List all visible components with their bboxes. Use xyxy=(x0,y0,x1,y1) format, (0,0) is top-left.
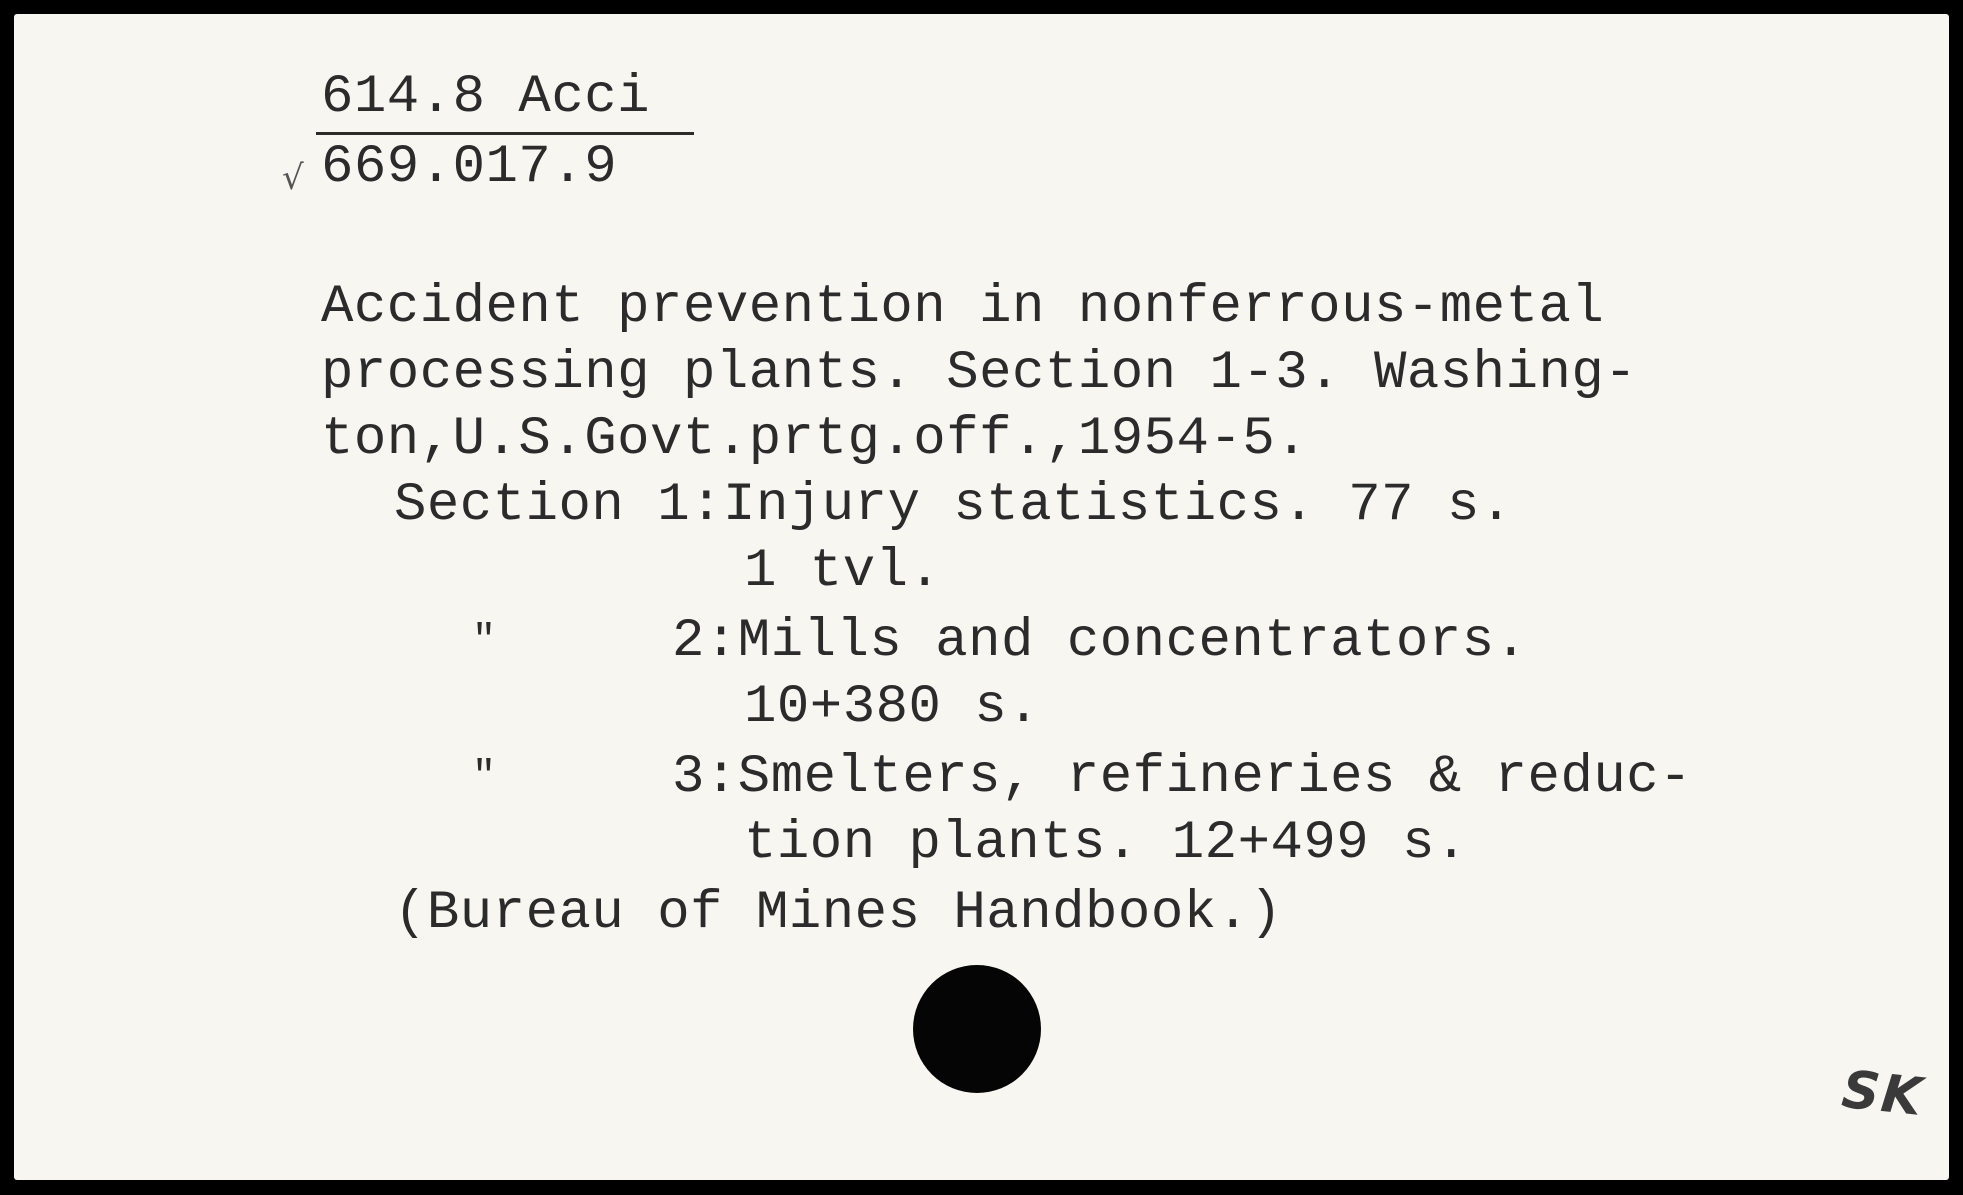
section-1-line: Section 1:Injury statistics. 77 s. xyxy=(394,475,1513,536)
ditto-mark: " xyxy=(472,619,497,664)
section-3-extent: tion plants. 12+499 s. xyxy=(744,813,1468,874)
section-2-extent: 10+380 s. xyxy=(744,677,1041,738)
imprint-line: ton,U.S.Govt.prtg.off.,1954-5. xyxy=(321,409,1309,470)
section-1-extent: 1 tvl. xyxy=(744,541,942,602)
title-line-1: Accident prevention in nonferrous-metal xyxy=(321,277,1605,338)
call-number-secondary: 669.017.9 xyxy=(321,137,618,198)
punch-hole xyxy=(913,965,1041,1093)
ditto-mark: " xyxy=(472,755,497,800)
section-2-line: 2:Mills and concentrators. xyxy=(672,611,1528,672)
call-number-underline xyxy=(316,132,694,135)
series-note: (Bureau of Mines Handbook.) xyxy=(394,883,1283,944)
check-mark: √ xyxy=(282,158,304,198)
stamp-initials: SK xyxy=(1839,1059,1927,1129)
call-number-primary: 614.8 Acci xyxy=(321,67,651,128)
section-3-line: 3:Smelters, refineries & reduc- xyxy=(672,747,1693,808)
title-line-2: processing plants. Section 1-3. Washing- xyxy=(321,343,1638,404)
catalog-card xyxy=(14,14,1949,1180)
